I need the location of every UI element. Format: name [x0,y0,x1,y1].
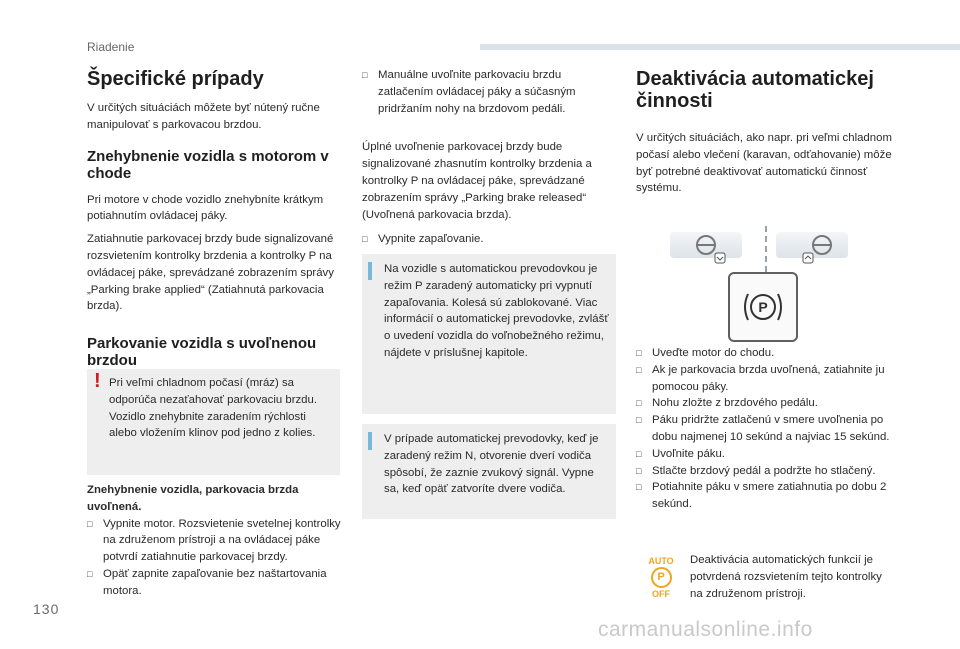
page-number: 130 [33,601,60,617]
column-right [636,68,898,197]
info-box-2 [362,424,616,519]
step-item: □ Opäť zapnite zapaľovanie bez naštartovania motora. [87,566,343,600]
info-text-2: V prípade automatickej prevodovky, keď je zaradený režim N, otvorenie dverí vodiča spôsobí, že zaznie zvukový signál. Vypne sa, keď opäť zatvoríte dvere vodiča. [384,433,599,496]
step-item: □ Uveďte motor do chodu. [636,345,898,362]
deactivation-steps [636,345,898,513]
released-steps [87,482,343,600]
warning-box [87,369,340,475]
intro-special-cases: V určitých situáciách môžete byť nútený ručne manipulovať s parkovacou brzdou. [87,102,320,131]
bullet-ignition-off: □ Vypnite zapaľovanie. [362,231,616,248]
auto-icon-bottom: OFF [652,589,670,599]
step-item: □ Vypnite motor. Rozsvietenie svetelnej kontrolky na združenom prístroji a na ovládacej páke potvrdí zatiahnutie parkovacej brzdy. [87,516,343,566]
parking-brake-icon [730,274,796,340]
step-item: □ Stlačte brzdový pedál a podržte ho stlačený. [636,463,898,480]
paragraph-full-release: Úplné uvoľnenie parkovacej brzdy bude signalizované zhasnutím kontrolky brzdenia a kontrolky P na ovládacej páke, sprevádzané zobrazením správy „Parking brake released“ (Uvoľnená parkovacia brzda). [362,141,592,221]
heading-engine-running: Znehybnenie vozidla s motorom v chode [87,147,329,182]
lever-up-icon [802,252,814,264]
steering-wheel-left [670,232,742,258]
step-item: □ Nohu zložte z brzdového pedálu. [636,395,898,412]
parking-brake-letter: P [758,299,768,315]
header-bar [480,44,960,50]
heading-released-brake: Parkovanie vozidla s uvoľnenou brzdou [87,335,317,370]
watermark: carmanualsonline.info [598,618,813,641]
warning-text: Pri veľmi chladnom počasí (mráz) sa odporúča nezaťahovať parkovaciu brzdu. Vozidlo znehybnite zaradením rýchlosti alebo vložením klinov pod jedno z kolies. [109,377,318,440]
steering-wheel-icon [670,232,742,258]
info-icon [368,432,372,450]
column-left [87,68,343,369]
auto-p-off-icon [640,556,682,599]
info-text-1: Na vozidle s automatickou prevodovkou je režim P zaradený automaticky pri vypnutí zapaľovania. Kolesá sú zablokované. Viac informácií o automatickej prevodovke, zvlášť o uvedení vozidla do voľnobežného režimu, nájdete v príslušnej kapitole. [384,263,609,359]
title-special-cases: Špecifické prípady [87,68,264,90]
step-item: □ Potiahnite páku v smere zatiahnutia po dobu 2 sekúnd. [636,479,898,513]
paragraph-engine-1: Pri motore v chode vozidlo znehybníte krátkym potiahnutím ovládacej páky. [87,193,324,223]
step-item: □ Páku pridržte zatlačenú v smere uvoľnenia po dobu najmenej 10 sekúnd a najviac 15 sekúnd. [636,412,898,446]
lever-down-icon [714,252,726,264]
lever-illustration [670,226,850,346]
parking-brake-button [728,272,798,342]
step-item: □ Uvoľnite páku. [636,446,898,463]
bullet-manual-release: □ Manuálne uvoľnite parkovaciu brzdu zatlačením ovládacej páky a súčasným pridržaním nohy na brzdovom pedáli. [362,67,616,117]
paragraph-engine-2: Zatiahnutie parkovacej brzdy bude signalizované rozsvietením kontrolky brzdenia a kontrolky P na ovládacej páke, sprevádzané zobrazením správy „Parking brake applied“ (Zatiahnutá parkovacia brzda). [87,233,334,313]
info-icon [368,262,372,280]
confirm-text: Deaktivácia automatických funkcií je potvrdená rozsvietením tejto kontrolky na združenom prístroji. [690,554,882,600]
title-deactivation: Deaktivácia automatickej činnosti [636,68,874,112]
released-title: Znehybnenie vozidla, parkovacia brzda uvoľnená. [87,484,299,513]
section-label: Riadenie [87,40,135,54]
auto-icon-letter: P [651,567,672,588]
column-middle [362,67,616,248]
intro-deactivation: V určitých situáciách, ako napr. pri veľmi chladnom počasí alebo vlečení (karavan, odťahovanie) môže byť potrebné deaktivovať automatickú činnosť systému. [636,132,892,195]
step-item: □ Ak je parkovacia brzda uvoľnená, zatiahnite ju pomocou páky. [636,362,898,396]
auto-icon-top: AUTO [648,556,674,566]
info-box-1 [362,254,616,414]
warning-icon: ! [94,370,101,392]
